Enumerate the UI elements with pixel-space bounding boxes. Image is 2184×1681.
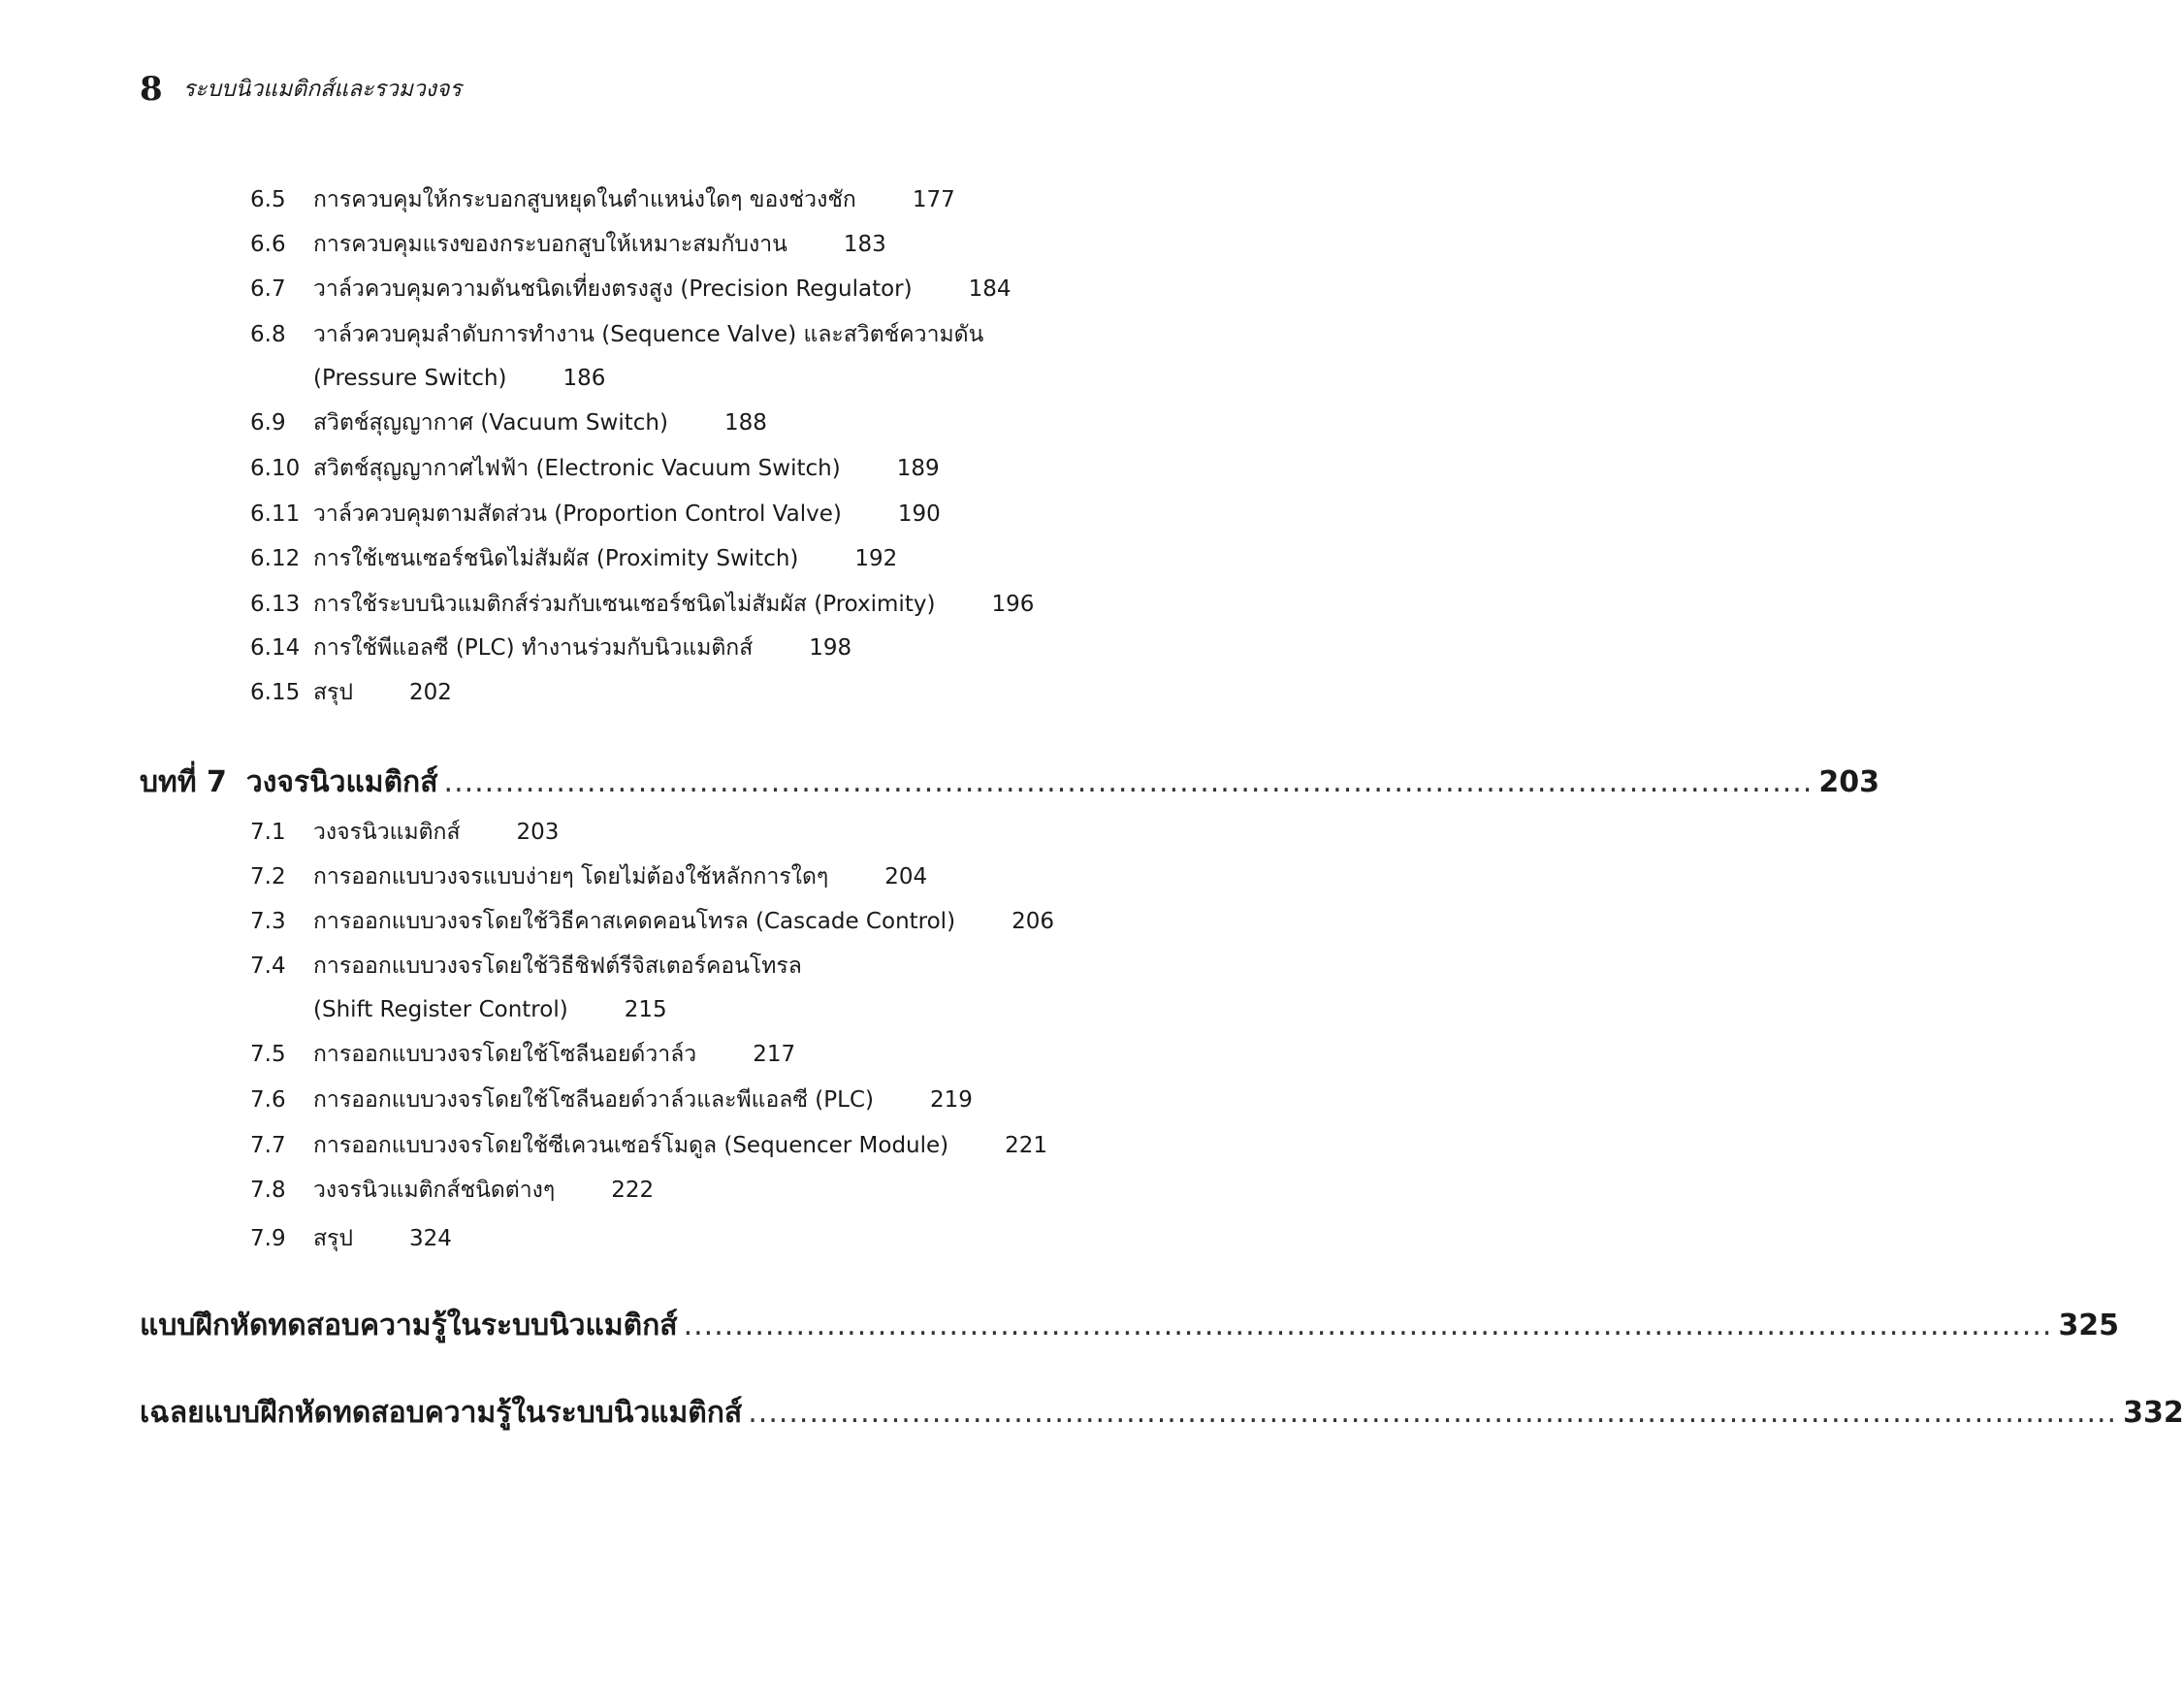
book-title: ระบบนิวแมติกส์และรวมวงจร xyxy=(182,77,462,102)
section-page: 188 xyxy=(723,410,767,436)
section-title: การออกแบบวงจรโดยใช้ซีเควนเซอร์โมดูล (Sequencer Module) xyxy=(313,1133,949,1158)
section-title: การควบคุมให้กระบอกสูบหยุดในตำแหน่งใดๆ ของช่วงชัก xyxy=(313,187,856,212)
section-number: 6.9 xyxy=(250,410,286,436)
section-page: 219 xyxy=(929,1087,973,1113)
section-title: สวิตช์สุญญากาศไฟฟ้า (Electronic Vacuum Switch) xyxy=(313,456,841,481)
section-number: 7.6 xyxy=(250,1087,286,1113)
toc-entry-7-1[interactable] xyxy=(250,815,559,850)
section-number: 7.9 xyxy=(250,1226,286,1251)
section-number: 6.14 xyxy=(250,635,301,661)
toc-entry-6-15[interactable] xyxy=(250,675,452,710)
dot-leader: ...................................................................................................................................... xyxy=(683,1309,2053,1342)
answers-title: เฉลยแบบฝึกหัดทดสอบความรู้ในระบบนิวแมติกส์ xyxy=(140,1396,743,1430)
answers-page: 332 xyxy=(2123,1396,2184,1430)
section-page: 215 xyxy=(624,997,667,1022)
section-number: 6.8 xyxy=(250,322,286,347)
toc-entry-7-6[interactable] xyxy=(250,1083,973,1117)
section-page: 204 xyxy=(884,864,928,889)
toc-entry-6-13[interactable] xyxy=(250,587,1034,622)
section-number: 6.11 xyxy=(250,501,301,527)
exercises-title: แบบฝึกหัดทดสอบความรู้ในระบบนิวแมติกส์ xyxy=(140,1309,678,1342)
chapter-page: 203 xyxy=(1818,765,1879,799)
section-page: 184 xyxy=(968,276,1012,302)
toc-chapter-7[interactable] xyxy=(140,760,1879,806)
toc-entry-7-4-cont[interactable] xyxy=(313,992,667,1027)
section-title: วาล์วควบคุมความดันชนิดเที่ยงตรงสูง (Precision Regulator) xyxy=(313,276,913,302)
section-title: สวิตช์สุญญากาศ (Vacuum Switch) xyxy=(313,410,668,436)
section-page: 217 xyxy=(753,1042,796,1067)
toc-exercises[interactable] xyxy=(140,1303,2120,1349)
section-title: วาล์วควบคุมลำดับการทำงาน (Sequence Valve) และสวิตช์ความดัน xyxy=(313,322,984,347)
section-page: 189 xyxy=(896,456,940,481)
running-header xyxy=(140,70,462,109)
dot-leader: ...................................................................................................................................... xyxy=(443,765,1814,799)
toc-entry-6-10[interactable] xyxy=(250,451,940,486)
toc-entry-6-9[interactable] xyxy=(250,405,767,440)
toc-entry-7-8[interactable] xyxy=(250,1173,654,1208)
section-page: 198 xyxy=(809,635,852,661)
section-number: 7.7 xyxy=(250,1133,286,1158)
toc-entry-7-2[interactable] xyxy=(250,859,927,894)
toc-entry-7-4[interactable] xyxy=(250,949,802,984)
exercises-page: 325 xyxy=(2058,1309,2120,1342)
toc-entry-7-9[interactable] xyxy=(250,1221,452,1256)
section-page: 183 xyxy=(843,232,886,257)
section-page: 324 xyxy=(409,1226,452,1251)
toc-entry-7-3[interactable] xyxy=(250,904,1054,939)
section-title: การออกแบบวงจรโดยใช้โซลีนอยด์วาล์ว xyxy=(313,1042,697,1067)
section-page: 190 xyxy=(897,501,941,527)
section-title-cont: (Shift Register Control) xyxy=(313,997,568,1022)
toc-entry-6-12[interactable] xyxy=(250,541,897,576)
section-page: 186 xyxy=(562,366,606,391)
section-number: 6.7 xyxy=(250,276,286,302)
section-number: 6.6 xyxy=(250,232,286,257)
section-title: การออกแบบวงจรโดยใช้วิธีคาสเคดคอนโทรล (Cascade Control) xyxy=(313,909,956,934)
dot-leader: ...................................................................................................................................... xyxy=(748,1396,2118,1430)
section-title: การใช้ระบบนิวแมติกส์ร่วมกับเซนเซอร์ชนิดไม่สัมผัส (Proximity) xyxy=(313,592,936,617)
section-title: การควบคุมแรงของกระบอกสูบให้เหมาะสมกับงาน xyxy=(313,232,787,257)
section-number: 7.1 xyxy=(250,820,286,845)
section-page: 206 xyxy=(1012,909,1054,934)
section-page: 222 xyxy=(611,1178,655,1203)
toc-entry-6-8-cont[interactable] xyxy=(313,361,605,396)
chapter-title: วงจรนิวแมติกส์ xyxy=(245,765,438,799)
toc-entry-6-6[interactable] xyxy=(250,227,886,262)
page-number: 8 xyxy=(140,70,163,109)
section-number: 6.15 xyxy=(250,680,301,705)
section-number: 7.4 xyxy=(250,954,286,979)
section-title: สรุป xyxy=(313,1226,353,1251)
section-number: 7.5 xyxy=(250,1042,286,1067)
section-title: วาล์วควบคุมตามสัดส่วน (Proportion Control Valve) xyxy=(313,501,842,527)
toc-entry-7-7[interactable] xyxy=(250,1128,1047,1163)
section-title: การออกแบบวงจรโดยใช้วิธีชิฟต์รีจิสเตอร์คอนโทรล xyxy=(313,954,802,979)
toc-entry-6-5[interactable] xyxy=(250,182,955,217)
section-title: การออกแบบวงจรแบบง่ายๆ โดยไม่ต้องใช้หลักการใดๆ xyxy=(313,864,829,889)
section-title: วงจรนิวแมติกส์ชนิดต่างๆ xyxy=(313,1178,556,1203)
section-number: 6.5 xyxy=(250,187,286,212)
section-number: 6.13 xyxy=(250,592,301,617)
section-title: การออกแบบวงจรโดยใช้โซลีนอยด์วาล์วและพีแอลซี (PLC) xyxy=(313,1087,874,1113)
section-title: วงจรนิวแมติกส์ xyxy=(313,820,461,845)
section-page: 196 xyxy=(991,592,1035,617)
section-title: สรุป xyxy=(313,680,353,705)
section-number: 6.10 xyxy=(250,456,301,481)
toc-entry-6-8[interactable] xyxy=(250,317,983,352)
section-number: 7.8 xyxy=(250,1178,286,1203)
section-title: การใช้พีแอลซี (PLC) ทำงานร่วมกับนิวแมติกส์ xyxy=(313,635,754,661)
section-page: 192 xyxy=(854,546,898,571)
section-page: 221 xyxy=(1005,1133,1048,1158)
section-number: 7.3 xyxy=(250,909,286,934)
section-page: 177 xyxy=(912,187,955,212)
toc-entry-6-7[interactable] xyxy=(250,272,1012,307)
toc-answers[interactable] xyxy=(140,1390,2184,1437)
chapter-label: บทที่ 7 xyxy=(140,765,227,799)
section-page: 202 xyxy=(409,680,452,705)
section-page: 203 xyxy=(516,820,560,845)
section-number: 6.12 xyxy=(250,546,301,571)
section-number: 7.2 xyxy=(250,864,286,889)
toc-entry-6-14[interactable] xyxy=(250,630,851,665)
toc-entry-7-5[interactable] xyxy=(250,1037,795,1072)
toc-entry-6-11[interactable] xyxy=(250,497,941,532)
section-title: การใช้เซนเซอร์ชนิดไม่สัมผัส (Proximity Switch) xyxy=(313,546,799,571)
section-title-cont: (Pressure Switch) xyxy=(313,366,507,391)
